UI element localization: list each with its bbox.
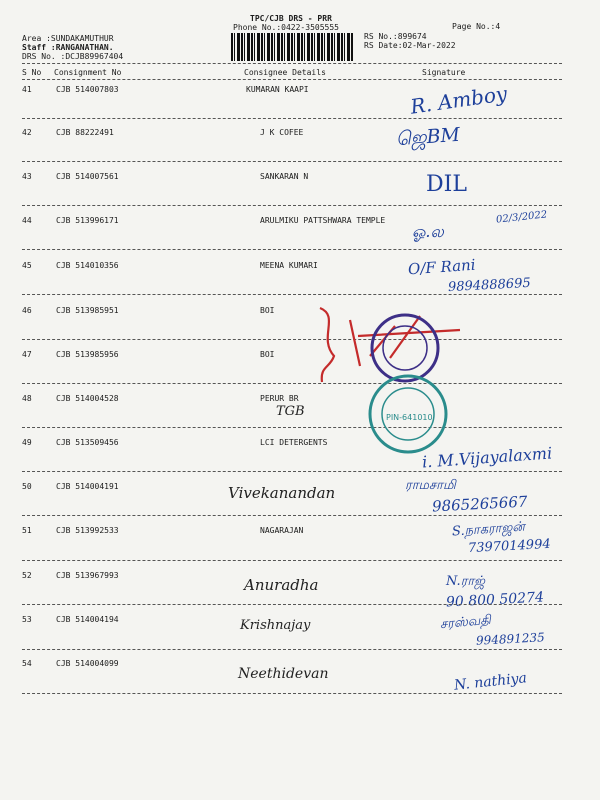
signature: சரஸ்வதி [439, 612, 492, 633]
row-sno: 49 [22, 438, 32, 447]
table-row [0, 172, 600, 182]
row-divider [22, 471, 562, 472]
rs-date: RS Date:02-Mar-2022 [364, 41, 456, 50]
signature: DIL [426, 172, 467, 197]
stamp-cluster [300, 296, 500, 456]
barcode [231, 33, 354, 61]
row-sno: 46 [22, 306, 32, 315]
row-sno: 44 [22, 216, 32, 225]
handwritten-name: TGB [276, 404, 305, 419]
row-sno: 54 [22, 659, 32, 668]
signature: R. Amboy [408, 81, 509, 119]
row-consignment: CJB 514010356 [56, 261, 119, 270]
row-divider [22, 693, 562, 694]
row-consignment: CJB 513985956 [56, 350, 119, 359]
row-consignee: BOI [260, 350, 275, 359]
signature: ஓ.ல [412, 222, 444, 241]
col-signature: Signature [422, 68, 466, 77]
row-sno: 47 [22, 350, 32, 359]
header-divider [22, 63, 562, 64]
signature: N.ராஜ் [446, 574, 486, 589]
row-consignment: CJB 514004099 [56, 659, 119, 668]
row-consignee: LCI DETERGENTS [260, 438, 328, 447]
row-consignee: KUMARAN KAAPI [246, 85, 309, 94]
row-consignment: CJB 513996171 [56, 216, 119, 225]
drs-number: DRS No. :DCJB89967404 [22, 52, 124, 61]
signature: O/F Rani [407, 255, 477, 279]
row-consignment: CJB 514004528 [56, 394, 119, 403]
col-consignment: Consignment No [54, 68, 122, 77]
row-consignee: BOI [260, 306, 275, 315]
row-sno: 50 [22, 482, 32, 491]
handwritten-name: Vivekanandan [228, 484, 336, 502]
doc-title: TPC/CJB DRS - PRR [250, 14, 332, 23]
row-consignment: CJB 513967993 [56, 571, 119, 580]
row-consignment: CJB 514004191 [56, 482, 119, 491]
page-number: Page No.:4 [452, 22, 501, 31]
row-consignee: MEENA KUMARI [260, 261, 318, 270]
row-divider [22, 649, 562, 650]
stamp-pin-text: PIN-641010 [386, 413, 433, 422]
row-divider [22, 604, 562, 605]
row-sno: 43 [22, 172, 32, 181]
signature: N. nathiya [453, 670, 528, 694]
table-row [0, 261, 600, 271]
stamp-purple [372, 315, 438, 381]
row-sno: 42 [22, 128, 32, 137]
table-row [0, 128, 600, 138]
row-consignee: PERUR BR [260, 394, 299, 403]
row-divider [22, 294, 562, 295]
row-sno: 45 [22, 261, 32, 270]
signature-date: 02/3/2022 [495, 209, 548, 226]
row-sno: 53 [22, 615, 32, 624]
row-sno: 52 [22, 571, 32, 580]
header-divider-2 [22, 79, 562, 80]
col-consignee: Consignee Details [244, 68, 326, 77]
handwritten-name: Anuradha [244, 576, 319, 594]
signature-phone: 994891235 [475, 630, 546, 648]
row-consignment: CJB 514004194 [56, 615, 119, 624]
row-sno: 48 [22, 394, 32, 403]
row-sno: 41 [22, 85, 32, 94]
table-row [0, 85, 600, 95]
signature: i. M.Vijayalaxmi [421, 443, 553, 472]
row-consignment: CJB 513985951 [56, 306, 119, 315]
area-label: Area :SUNDAKAMUTHUR [22, 34, 114, 43]
signature-phone: 9865265667 [431, 492, 528, 516]
signature-phone: 9894888695 [447, 275, 532, 296]
signature: S.நாகராஜன் [451, 519, 526, 540]
row-consignee: NAGARAJAN [260, 526, 304, 535]
rs-number: RS No.:899674 [364, 32, 427, 41]
row-consignee: J K COFEE [260, 128, 304, 137]
row-consignment: CJB 513509456 [56, 438, 119, 447]
staff-label: Staff :RANGANATHAN. [22, 43, 114, 52]
row-consignment: CJB 88222491 [56, 128, 114, 137]
signature: ஜெBM [395, 123, 461, 151]
signature: ராமசாமி [405, 478, 456, 493]
row-divider [22, 118, 562, 119]
row-consignee: ARULMIKU PATTSHWARA TEMPLE [260, 216, 386, 225]
row-consignment: CJB 514007561 [56, 172, 119, 181]
handwritten-name: Neethidevan [238, 666, 329, 682]
row-divider [22, 515, 562, 516]
row-divider [22, 249, 562, 250]
row-divider [22, 205, 562, 206]
row-consignment: CJB 513992533 [56, 526, 119, 535]
row-divider [22, 161, 562, 162]
row-consignment: CJB 514007803 [56, 85, 119, 94]
signature-phone: 7397014994 [467, 536, 552, 557]
row-divider [22, 560, 562, 561]
row-sno: 51 [22, 526, 32, 535]
col-sno: S No [22, 68, 42, 77]
signature-phone: 90 800 50274 [445, 589, 545, 611]
row-consignee: SANKARAN N [260, 172, 309, 181]
phone-number: Phone No.:0422-3505555 [233, 23, 339, 32]
handwritten-name: Krishnajay [240, 618, 311, 633]
